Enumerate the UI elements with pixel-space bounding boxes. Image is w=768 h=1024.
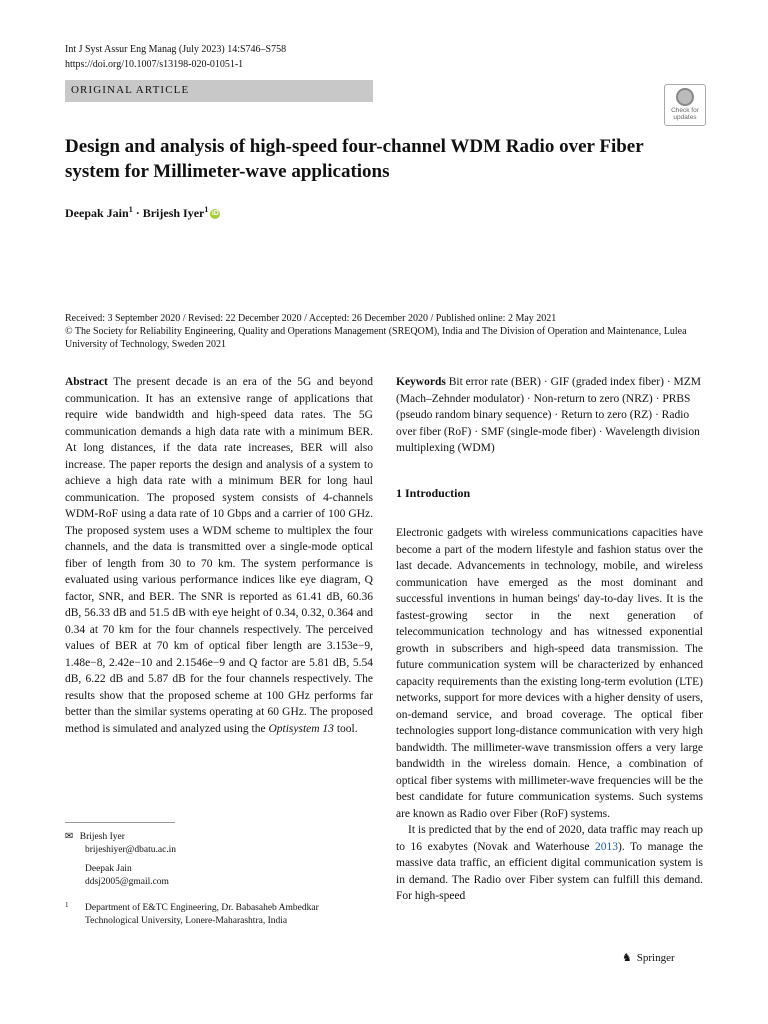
abstract-text: The present decade is an era of the 5G and beyond communication. It has an extensive range of applications that require wide bandwidth and high-speed data rates. The 5G communication demands a high data rate with a minimum BER. At long distances, if the data rate increases, BER will also increase. The paper reports the design and analysis of a system to achieve a high data rate with a minimum BER for long haul communication. The proposed system consists of 4-channels WDM-RoF using a data rate of 10 Gbps and a carrier of 100 GHz. The proposed system uses a WDM scheme to multiplex the four channels, and the data is transmitted over a single-mode optical fiber of length from 30 to 70 km. The system performance is evaluated using various performance indices like eye diagram, Q factor, SNR, and BER. The SNR is reported as 61.41 dB, 60.36 dB, 56.33 dB and 51.5 dB with eye height of 0.34, 0.32, 0.364 and 0.34 at 70 km for the four channels respectively. The perceived values of BER at 70 km of optical fiber length are 3.153e−9, 1.48e−8, 2.42e−10 and 2.1546e−9 and Q factor are 5.81 dB, 5.54 dB, 6.22 dB and 5.87 dB for the four channels respectively. The results show that the proposed scheme at 100 GHz performs far better than the similar systems operating at 60 GHz. The proposed method is simulated and analyzed using the bbox=[65, 376, 373, 735]
check-updates-line2: updates bbox=[673, 114, 697, 121]
intro-paragraph-1: Electronic gadgets with wireless communications capacities have become a part of the modern lifestyle and fashion status over the last decade. Advancements in technology, mobile, and wireless communication have emerged as the most dominant and successful inventions in human beings' day-to-day lives. It is the fastest-growing sector in the next generation of telecommunication technology and has witnessed exponential growth in subscribers and high-speed data transmission. The future communication system will be characterized by enhanced capacity requirements than the existing long-term evolution (LTE) networks, support for more devices with a higher density of users, on-demand service, and broad coverage. The optical fiber technologies support long-distance communication with very high bandwidth. The millimeter-wave transmission offers a very large bandwidth in the wireless domain. Hence, a combination of optical fiber systems with millimeter-wave frequencies will be the best candidate for future communication systems. Such systems are known as Radio over Fiber (RoF) systems. bbox=[396, 527, 703, 820]
abstract-label: Abstract bbox=[65, 376, 108, 388]
keywords-label: Keywords bbox=[396, 376, 446, 388]
citation-link[interactable]: 2013 bbox=[595, 840, 618, 853]
check-for-updates-badge[interactable] bbox=[664, 84, 706, 126]
check-updates-icon bbox=[676, 88, 694, 106]
envelope-icon: ✉ bbox=[65, 831, 74, 842]
right-column bbox=[396, 374, 703, 905]
intro-p2-text: It is predicted that by the end of 2020, data traffic may reach up to 16 exabytes (Novak and Waterhouse bbox=[396, 824, 703, 853]
keywords-text: Bit error rate (BER) · GIF (graded index fiber) · MZM (Mach–Zehnder modulator) · Non-return to zero (NRZ) · PRBS (pseudo random binary sequence) · Return to zero (RZ) · Radio over fiber (RoF) · SMF (single-mode fiber) · Wavelength division multiplexing (WDM) bbox=[396, 376, 701, 454]
journal-header bbox=[65, 42, 286, 72]
article-type-band bbox=[65, 80, 373, 102]
keywords bbox=[396, 374, 703, 457]
paper-title: Design and analysis of high-speed four-channel WDM Radio over Fiber system for Millimeter-wave applications bbox=[65, 136, 644, 182]
article-type: ORIGINAL ARTICLE bbox=[71, 84, 190, 96]
orcid-icon[interactable]: iD bbox=[211, 210, 219, 218]
affiliation-text: Department of E&TC Engineering, Dr. Babasaheb Ambedkar Technological University, Lonere-Maharashtra, India bbox=[85, 903, 319, 926]
left-column bbox=[65, 374, 373, 737]
publisher-logo bbox=[622, 952, 675, 964]
article-metadata bbox=[65, 312, 705, 351]
author-1-affil: 1 bbox=[128, 205, 133, 214]
corresponding-name: Brijesh Iyer bbox=[79, 832, 125, 842]
article-dates: Received: 3 September 2020 / Revised: 22 December 2020 / Accepted: 26 December 2020 / Published online: 2 May 2021 bbox=[65, 313, 557, 324]
affiliation bbox=[65, 902, 365, 928]
author-2-affil: 1 bbox=[204, 205, 209, 214]
author-1[interactable]: Deepak Jain bbox=[65, 206, 129, 220]
second-author-email[interactable]: ddsj2005@gmail.com bbox=[85, 877, 169, 887]
copyright-notice: © The Society for Reliability Engineering, Quality and Operations Management (SREQOM), India and The Division of Operation and Maintenance, Lulea University of Technology, Sweden 2021 bbox=[65, 326, 687, 350]
second-author-contact bbox=[85, 863, 169, 889]
affiliation-number: 1 bbox=[65, 901, 69, 909]
author-separator: · bbox=[132, 206, 143, 220]
author-2[interactable]: Brijesh Iyer bbox=[142, 206, 205, 220]
abstract-text-end: tool. bbox=[333, 722, 358, 735]
section-heading-introduction: 1 Introduction bbox=[396, 485, 471, 500]
abstract-tool: Optisystem 13 bbox=[268, 722, 334, 735]
abstract bbox=[65, 374, 373, 737]
check-updates-line1: Check for bbox=[671, 107, 699, 114]
corresponding-author bbox=[65, 830, 176, 857]
intro-paragraph-2 bbox=[396, 822, 703, 905]
second-author-name: Deepak Jain bbox=[85, 864, 132, 874]
intro-p2-text-end: ). To manage the massive data traffic, an efficient digital communication system is in demand. The Radio over Fiber system can fulfill this demand. For high-speed bbox=[396, 840, 703, 902]
springer-horse-icon: ♞ bbox=[622, 952, 632, 964]
journal-citation: Int J Syst Assur Eng Manag (July 2023) 14:S746–S758 bbox=[65, 44, 287, 55]
author-list bbox=[65, 205, 220, 221]
doi-link[interactable]: https://doi.org/10.1007/s13198-020-01051-1 bbox=[65, 59, 244, 70]
publisher-name: Springer bbox=[636, 952, 675, 964]
footnote-rule bbox=[65, 822, 175, 823]
corresponding-email[interactable]: brijeshiyer@dbatu.ac.in bbox=[85, 845, 177, 855]
